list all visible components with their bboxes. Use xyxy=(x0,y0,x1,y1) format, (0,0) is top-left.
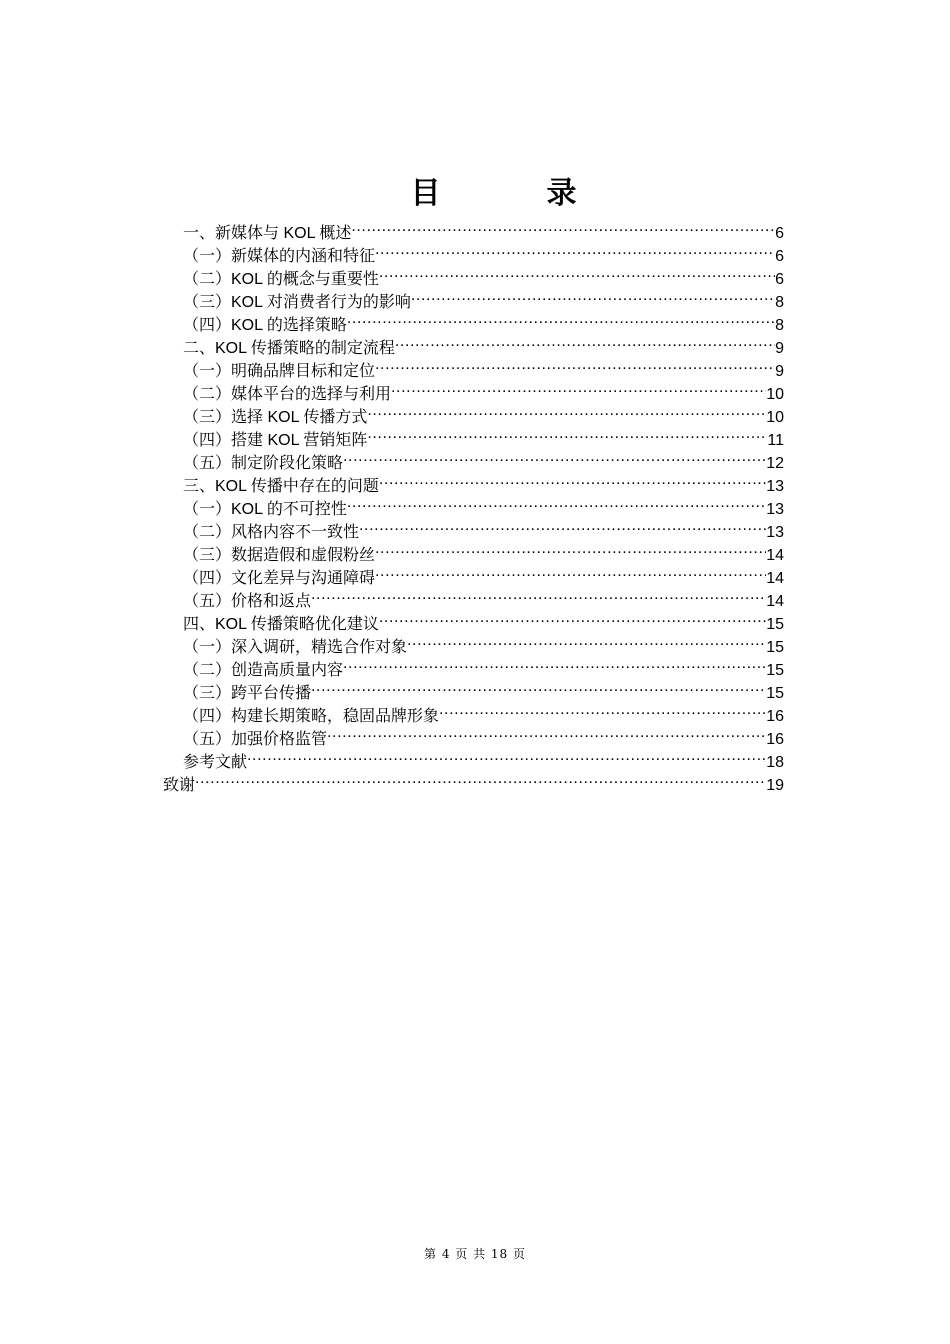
toc-entry-label: （四）搭建 KOL 营销矩阵 xyxy=(183,432,368,449)
toc-leader-dots xyxy=(379,468,766,491)
toc-leader-dots xyxy=(359,514,766,537)
toc-entry-page: 10 xyxy=(766,409,784,426)
toc-entry[interactable] xyxy=(183,215,784,242)
toc-entry[interactable] xyxy=(183,583,784,610)
toc-entry-label: （二）媒体平台的选择与利用 xyxy=(183,386,392,403)
toc-entry-label: （五）价格和返点 xyxy=(183,593,312,610)
toc-entry-label: （三）KOL 对消费者行为的影响 xyxy=(183,294,411,311)
toc-entry-page: 8 xyxy=(775,317,784,334)
toc-leader-dots xyxy=(439,698,766,721)
toc-entry-page: 16 xyxy=(766,708,784,725)
toc-entry-label: （二）创造高质量内容 xyxy=(183,662,344,679)
toc-entry[interactable] xyxy=(183,537,784,564)
toc-entry-page: 15 xyxy=(766,639,784,656)
toc-leader-dots xyxy=(375,353,775,376)
toc-leader-dots xyxy=(395,330,775,353)
toc-entry-label: （一）明确品牌目标和定位 xyxy=(183,363,376,380)
toc-leader-dots xyxy=(411,284,775,307)
toc-entry-label: （二）风格内容不一致性 xyxy=(183,524,360,541)
toc-entry[interactable] xyxy=(183,744,784,771)
toc-entry-page: 14 xyxy=(766,547,784,564)
toc-leader-dots xyxy=(367,422,767,445)
toc-entry-page: 6 xyxy=(775,271,784,288)
toc-leader-dots xyxy=(367,399,766,422)
toc-entry-label: 二、KOL 传播策略的制定流程 xyxy=(183,340,395,357)
toc-entry-page: 15 xyxy=(766,685,784,702)
toc-entry[interactable] xyxy=(183,284,784,311)
toc-entry-label: 四、KOL 传播策略优化建议 xyxy=(183,616,379,633)
toc-entry-label: （四）文化差异与沟通障碍 xyxy=(183,570,376,587)
toc-entry[interactable] xyxy=(183,376,784,403)
toc-entry-label: （五）加强价格监管 xyxy=(183,731,328,748)
toc-entry-page: 6 xyxy=(775,248,784,265)
toc-entry[interactable] xyxy=(183,307,784,334)
toc-entry[interactable] xyxy=(183,238,784,265)
toc-leader-dots xyxy=(247,744,766,767)
toc-leader-dots xyxy=(343,445,766,468)
toc-leader-dots xyxy=(343,652,766,675)
toc-entry-page: 11 xyxy=(767,432,784,449)
toc-entry-page: 12 xyxy=(766,455,784,472)
toc-entry-page: 18 xyxy=(766,754,784,771)
toc-entry-page: 15 xyxy=(766,662,784,679)
toc-entry[interactable] xyxy=(183,606,784,633)
toc-leader-dots xyxy=(347,307,775,330)
toc-entry-page: 9 xyxy=(775,363,784,380)
toc-entry[interactable] xyxy=(183,629,784,656)
toc-leader-dots xyxy=(375,238,775,261)
toc-entry-label: （一）新媒体的内涵和特征 xyxy=(183,248,376,265)
toc-entry[interactable] xyxy=(183,721,784,748)
toc-entry-page: 14 xyxy=(766,593,784,610)
toc-entry-page: 14 xyxy=(766,570,784,587)
toc-entry-label: （四）构建长期策略，稳固品牌形象 xyxy=(183,708,440,725)
toc-leader-dots xyxy=(407,629,766,652)
toc-entry-page: 6 xyxy=(775,225,784,242)
toc-leader-dots xyxy=(375,560,766,583)
toc-entry[interactable] xyxy=(183,445,784,472)
toc-entry[interactable] xyxy=(183,514,784,541)
toc-entry-page: 10 xyxy=(766,386,784,403)
toc-leader-dots xyxy=(379,261,775,284)
toc-leader-dots xyxy=(327,721,766,744)
toc-entry-page: 8 xyxy=(775,294,784,311)
toc-entry-page: 13 xyxy=(766,478,784,495)
toc-leader-dots xyxy=(347,491,766,514)
toc-entry[interactable] xyxy=(183,261,784,288)
toc-entry-page: 13 xyxy=(766,524,784,541)
toc-entry-label: （五）制定阶段化策略 xyxy=(183,455,344,472)
toc-leader-dots xyxy=(311,675,766,698)
toc-entry[interactable] xyxy=(183,399,784,426)
toc-entry[interactable] xyxy=(183,422,784,449)
toc-entry[interactable] xyxy=(183,652,784,679)
toc-entry[interactable] xyxy=(183,330,784,357)
toc-entry-label: （一）KOL 的不可控性 xyxy=(183,501,347,518)
toc-entry-label: 一、新媒体与 KOL 概述 xyxy=(183,225,352,242)
toc-entry[interactable] xyxy=(163,767,784,794)
toc-entry-page: 16 xyxy=(766,731,784,748)
toc-entry-label: （三）跨平台传播 xyxy=(183,685,312,702)
toc-entry-page: 13 xyxy=(766,501,784,518)
toc-entry-label: （三）选择 KOL 传播方式 xyxy=(183,409,368,426)
toc-entry-label: 参考文献 xyxy=(183,754,248,771)
page-footer: 第 4 页 共 18 页 xyxy=(424,1247,526,1261)
toc-title: 目 录 xyxy=(410,176,615,211)
toc-leader-dots xyxy=(391,376,766,399)
toc-leader-dots xyxy=(195,767,766,790)
toc-leader-dots xyxy=(379,606,766,629)
toc-leader-dots xyxy=(351,215,775,238)
toc-entry-page: 9 xyxy=(775,340,784,357)
toc-entry[interactable] xyxy=(183,698,784,725)
toc-entry-label: 三、KOL 传播中存在的问题 xyxy=(183,478,379,495)
toc-entry-label: （四）KOL 的选择策略 xyxy=(183,317,347,334)
toc-entry[interactable] xyxy=(183,353,784,380)
toc-entry-label: （一）深入调研，精选合作对象 xyxy=(183,639,408,656)
toc-entry[interactable] xyxy=(183,675,784,702)
toc-leader-dots xyxy=(375,537,766,560)
toc-entry-label: （二）KOL 的概念与重要性 xyxy=(183,271,379,288)
toc-entry-label: （三）数据造假和虚假粉丝 xyxy=(183,547,376,564)
toc-leader-dots xyxy=(311,583,766,606)
toc-entry[interactable] xyxy=(183,491,784,518)
toc-entry[interactable] xyxy=(183,468,784,495)
toc-entry-page: 15 xyxy=(766,616,784,633)
toc-entry[interactable] xyxy=(183,560,784,587)
toc-entry-page: 19 xyxy=(766,777,784,794)
toc-entry-label: 致谢 xyxy=(163,777,196,794)
